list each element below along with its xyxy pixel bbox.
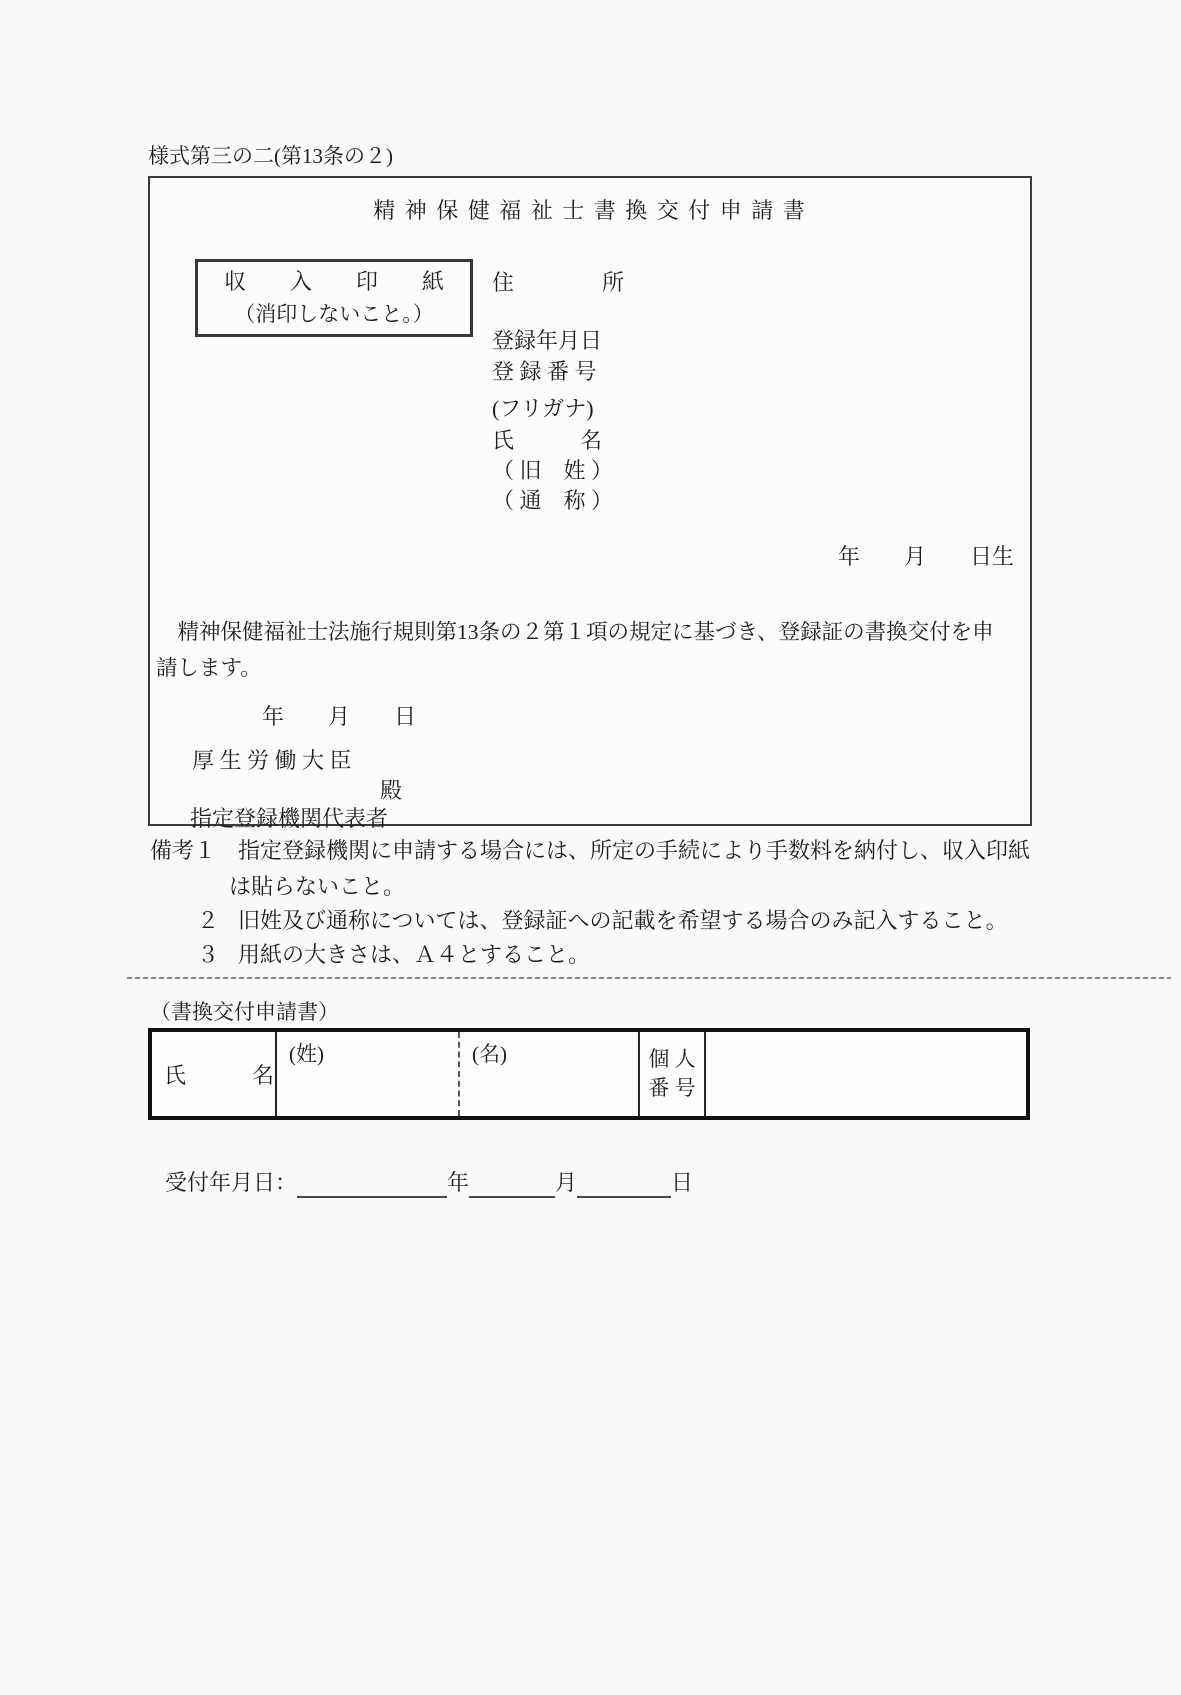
field-birth-date: 年 月 日生 [838,544,1015,569]
note2-number: ２ [197,908,220,933]
body-paragraph-line1: 精神保健福祉士法施行規則第13条の２第１項の規定に基づき、登録証の書換交付を申 [156,620,994,644]
registrar-label: 指定登録機関代表者 [190,806,389,831]
name-number-table [148,1028,1030,1120]
personal-number-line2: 番 号 [648,1076,696,1100]
form-title: 精 神 保 健 福 祉 士 書 換 交 付 申 請 書 [373,198,807,223]
minister-label: 厚 生 労 働 大 臣 [192,748,352,773]
body-paragraph-line2: 請します。 [156,656,262,680]
note1-line2: は貼らないこと。 [229,874,406,899]
table-name-header: 氏 名 [164,1062,275,1088]
note3-text: 用紙の大きさは、Ａ４とすること。 [238,942,591,967]
field-former-surname: （ 旧 姓 ） [492,458,614,483]
personal-number-entry-cell [704,1032,1026,1116]
honorific-label: 殿 [380,778,403,803]
field-registration-number: 登 録 番 号 [492,359,597,384]
reception-year-label: 年 [447,1170,470,1195]
personal-number-header-cell [638,1032,704,1116]
revenue-stamp-note: （消印しないこと。） [234,302,434,326]
field-alias: （ 通 称 ） [492,488,614,513]
personal-number-line1: 個 人 [648,1047,696,1071]
lower-section-label: （書換交付申請書） [150,1000,339,1024]
application-form-box [148,176,1032,831]
given-name-subcell [458,1032,638,1116]
revenue-stamp-label: 収 入 印 紙 [223,269,444,294]
field-furigana: (フリガナ) [492,396,594,421]
note2-text: 旧姓及び通称については、登録証への記載を希望する場合のみ記入すること。 [238,908,1008,933]
reception-month-underline [469,1168,555,1198]
surname-label: (姓) [289,1042,324,1066]
reception-month-label: 月 [555,1170,578,1195]
field-name: 氏 名 [492,428,603,453]
notes-label: 備考１ [150,838,217,863]
application-date-line: 年 月 日 [262,704,417,729]
form-style-label: 様式第三の二(第13条の２) [148,144,393,168]
revenue-stamp-box [195,259,473,337]
field-registration-date: 登録年月日 [492,328,603,353]
table-name-header-cell [152,1032,275,1116]
table-name-entry-cell [275,1032,638,1116]
reception-day-underline [577,1168,671,1198]
reception-date-label: 受付年月日： [165,1170,298,1195]
given-name-label: (名) [472,1042,507,1066]
dashed-separator [127,977,1171,979]
surname-subcell [277,1032,458,1116]
note3-number: ３ [197,942,220,967]
reception-day-label: 日 [671,1170,694,1195]
reception-year-underline [297,1168,447,1198]
field-address: 住 所 [492,270,625,295]
note1-line1: 指定登録機関に申請する場合には、所定の手続により手数料を納付し、収入印紙 [238,838,1031,863]
reception-date-line [165,1168,693,1198]
